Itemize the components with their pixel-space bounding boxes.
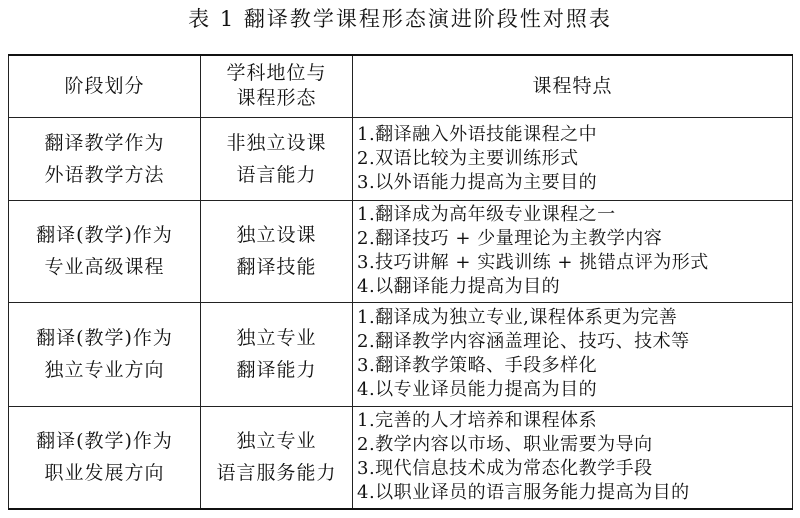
features-cell: [353, 302, 793, 406]
feature-item: 3.技巧讲解 + 实践训练 + 挑错点评为形式: [357, 252, 709, 273]
status-line2: 语言能力: [236, 163, 317, 186]
header-row: [9, 55, 793, 117]
status-line1: 独立设课: [236, 224, 317, 246]
feature-list: [353, 123, 792, 195]
header-stage: 阶段划分: [9, 55, 201, 117]
stage-cell: [9, 200, 201, 302]
features-cell: [353, 200, 793, 302]
stage-cell: [9, 302, 201, 406]
table-row: [9, 302, 793, 406]
feature-item: 3.现代信息技术成为常态化教学手段: [357, 458, 653, 480]
feature-item: 4.以职业译员的语言服务能力提高为目的: [357, 482, 690, 504]
status-cell: [201, 200, 353, 302]
feature-item: 1.翻译融入外语技能课程之中: [357, 123, 598, 145]
stage-line1: 翻译(教学)作为: [36, 224, 173, 246]
comparison-table: [8, 54, 793, 510]
feature-item: 2.翻译教学内容涵盖理论、技巧、技术等: [357, 331, 690, 352]
feature-item: 4.以专业译员能力提高为目的: [357, 379, 598, 400]
status-line1: 独立专业: [236, 430, 317, 453]
feature-list: [353, 409, 792, 505]
header-status: [201, 55, 353, 117]
stage-line2: 职业发展方向: [44, 462, 165, 485]
feature-item: 1.翻译成为独立专业,课程体系更为完善: [357, 307, 678, 328]
feature-item: 2.翻译技巧 + 少量理论为主教学内容: [357, 228, 663, 249]
status-line1: 独立专业: [236, 327, 317, 349]
feature-item: 3.以外语能力提高为主要目的: [357, 171, 598, 193]
table-row: [9, 200, 793, 302]
stage-cell: [9, 406, 201, 509]
feature-item: 2.教学内容以市场、职业需要为导向: [357, 434, 653, 456]
status-cell: [201, 406, 353, 509]
status-cell: [201, 302, 353, 406]
status-line2: 翻译技能: [236, 256, 317, 278]
stage-cell: [9, 117, 201, 200]
stage-line1: 翻译(教学)作为: [36, 327, 173, 349]
status-line2: 翻译能力: [236, 359, 317, 381]
feature-item: 1.完善的人才培养和课程体系: [357, 410, 598, 432]
stage-line1: 翻译(教学)作为: [36, 430, 173, 453]
table-row: [9, 406, 793, 509]
status-cell: [201, 117, 353, 200]
feature-item: 1.翻译成为高年级专业课程之一: [357, 204, 616, 225]
header-status-line1: 学科地位与: [226, 62, 327, 85]
table-row: [9, 117, 793, 200]
feature-list: [353, 306, 792, 402]
table-caption: 表 1 翻译教学课程形态演进阶段性对照表: [188, 7, 612, 31]
stage-line1: 翻译教学作为: [44, 131, 165, 154]
stage-line2: 专业高级课程: [44, 256, 165, 278]
features-cell: [353, 406, 793, 509]
feature-list: [353, 203, 792, 299]
stage-line2: 独立专业方向: [44, 359, 165, 381]
features-cell: [353, 117, 793, 200]
header-features: 课程特点: [353, 55, 793, 117]
header-status-line2: 课程形态: [236, 87, 317, 110]
feature-item: 3.翻译教学策略、手段多样化: [357, 355, 598, 376]
status-line2: 语言服务能力: [216, 462, 337, 485]
stage-line2: 外语教学方法: [44, 163, 165, 186]
status-line1: 非独立设课: [226, 131, 327, 154]
feature-item: 4.以翻译能力提高为目的: [357, 276, 561, 297]
feature-item: 2.双语比较为主要训练形式: [357, 147, 579, 169]
